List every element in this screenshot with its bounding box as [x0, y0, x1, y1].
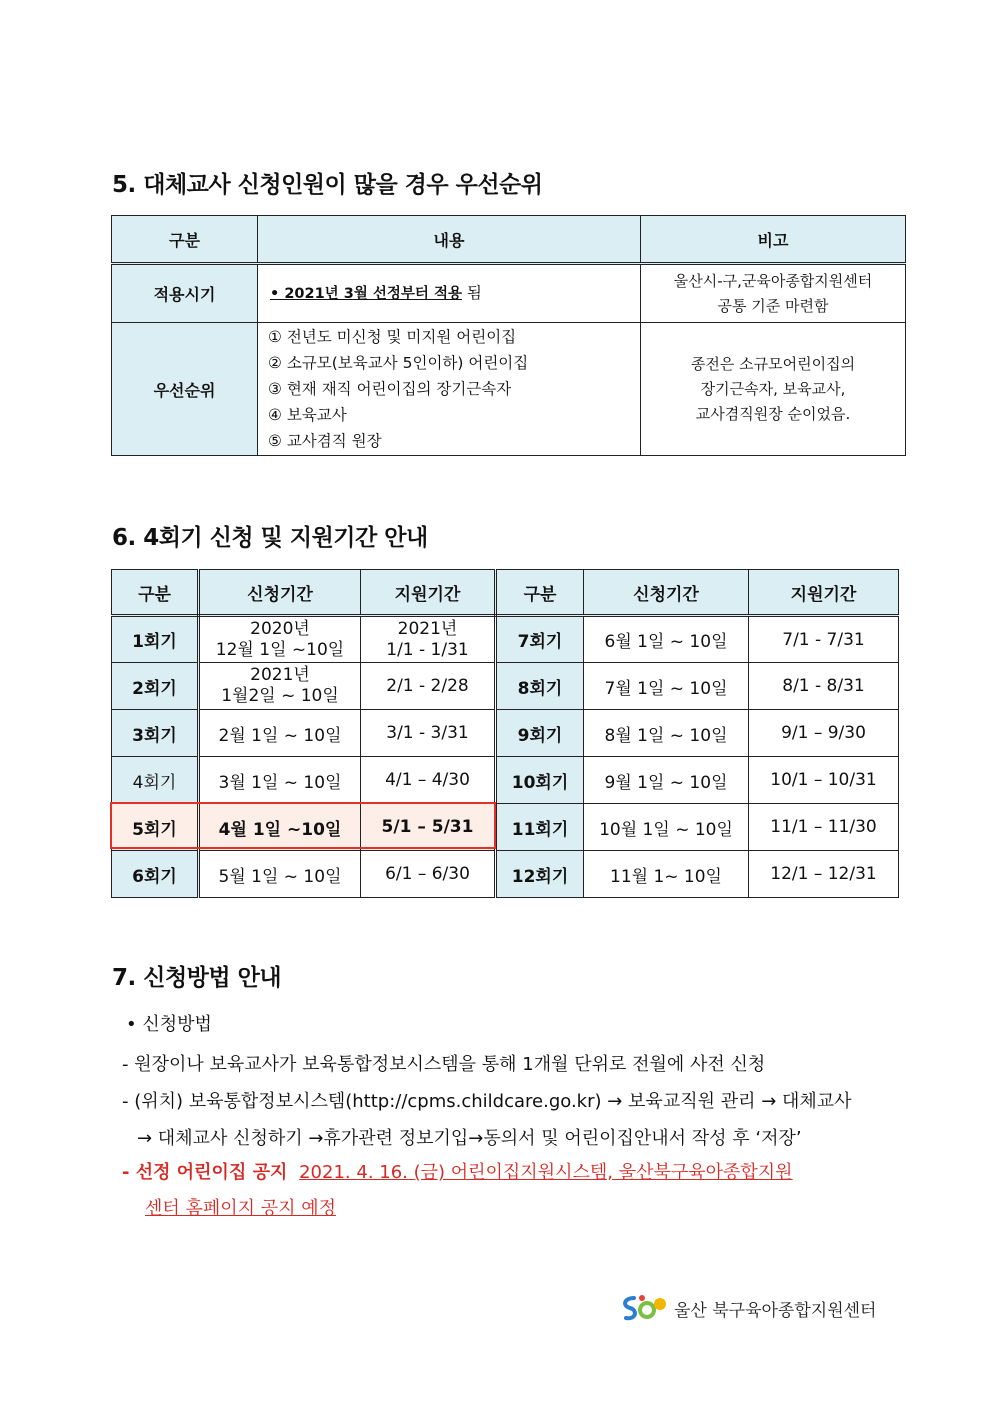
round-label: 1회기 [112, 616, 199, 663]
header-apply-period: 신청기간 [199, 570, 361, 616]
cell-line: 2021년 [397, 618, 458, 639]
round-label: 2회기 [112, 663, 199, 710]
method-line-3: → 대체교사 신청하기 →휴가관련 정보기입→동의서 및 어린이집안내서 작성 후 ‘저장’ [137, 1128, 802, 1149]
header-category: 구분 [112, 216, 258, 264]
list-item: ④ 보육교사 [268, 406, 347, 424]
support-period: 4/1 – 4/30 [361, 757, 496, 804]
notice-line [122, 1158, 793, 1184]
round-label: 7회기 [496, 616, 584, 663]
header-note: 비고 [641, 216, 906, 264]
round-label: 11회기 [496, 804, 584, 851]
method-line-2: - (위치) 보육통합정보시스템(http://cpms.childcare.go.kr) → 보육교직원 관리 → 대체교사 [122, 1091, 852, 1112]
cell-line: 2020년 [250, 618, 310, 639]
support-period: 12/1 – 12/31 [749, 851, 899, 898]
support-period: 8/1 - 8/31 [749, 663, 899, 710]
note-line: 공통 기준 마련함 [717, 296, 829, 315]
apply-period: 11월 1~ 10일 [584, 851, 749, 898]
list-item: ① 전년도 미신청 및 미지원 어린이집 [268, 328, 517, 346]
apply-period [199, 663, 361, 710]
header-round: 구분 [112, 570, 199, 616]
method-line-1: - 원장이나 보육교사가 보육통합정보시스템을 통해 1개월 단위로 전월에 사전 신청 [122, 1054, 766, 1075]
cell-line: 1/1 - 1/31 [386, 639, 469, 660]
apply-period-content [258, 264, 641, 323]
cell-line: 12월 1일 ~10일 [215, 639, 345, 660]
logo-text: 울산 북구육아종합지원센터 [674, 1300, 877, 1321]
table-row-highlighted [112, 804, 899, 851]
section7-heading: 7. 신청방법 안내 [112, 965, 282, 991]
table-row [112, 757, 899, 804]
header-support-period: 지원기간 [749, 570, 899, 616]
cell-line: 1월2일 ~ 10일 [221, 686, 339, 706]
note-line: 울산시-구,군육아종합지원센터 [673, 271, 873, 290]
support-period: 7/1 - 7/31 [749, 616, 899, 663]
schedule-table [111, 569, 899, 898]
priority-list [258, 323, 641, 456]
note-line: 교사겸직원장 순이었음. [695, 404, 851, 423]
apply-period: 10월 1일 ~ 10일 [584, 804, 749, 851]
row-label-priority: 우선순위 [112, 323, 258, 456]
round-label: 8회기 [496, 663, 584, 710]
notice-date: 2021. 4. 16. (금) 어린이집지원시스템, 울산북구육아종합지원 [299, 1162, 793, 1183]
list-item: ② 소규모(보육교사 5인이하) 어린이집 [268, 354, 529, 372]
priority-note [641, 323, 906, 456]
round-label: 12회기 [496, 851, 584, 898]
apply-period-tail: 됨 [461, 284, 482, 302]
apply-period: 5월 1일 ~ 10일 [199, 851, 361, 898]
note-line: 장기근속자, 보육교사, [700, 379, 846, 398]
row-label-apply-period: 적용시기 [112, 264, 258, 323]
support-period: 11/1 – 11/30 [749, 804, 899, 851]
apply-period [199, 616, 361, 663]
table-row [112, 616, 899, 663]
support-period [361, 616, 496, 663]
apply-period: 9월 1일 ~ 10일 [584, 757, 749, 804]
notice-line-2: 센터 홈페이지 공지 예정 [145, 1198, 337, 1219]
apply-period: 8월 1일 ~ 10일 [584, 710, 749, 757]
support-period: 10/1 – 10/31 [749, 757, 899, 804]
header-support-period: 지원기간 [361, 570, 496, 616]
table-row [112, 710, 899, 757]
round-label: 4회기 [112, 757, 199, 804]
table-row [112, 663, 899, 710]
round-label: 9회기 [496, 710, 584, 757]
apply-period: 4월 1일 ~10일 [199, 804, 361, 851]
apply-period: 6월 1일 ~ 10일 [584, 616, 749, 663]
list-item: ⑤ 교사겸직 원장 [268, 432, 382, 450]
notice-label: - 선정 어린이집 공지 [122, 1162, 288, 1183]
header-apply-period: 신청기간 [584, 570, 749, 616]
header-content: 내용 [258, 216, 641, 264]
round-label: 6회기 [112, 851, 199, 898]
apply-period: 2월 1일 ~ 10일 [199, 710, 361, 757]
method-bullet: • 신청방법 [126, 1014, 212, 1035]
support-period: 9/1 – 9/30 [749, 710, 899, 757]
apply-period: 7월 1일 ~ 10일 [584, 663, 749, 710]
apply-period-note [641, 264, 906, 323]
section5-heading: 5. 대체교사 신청인원이 많을 경우 우선순위 [112, 172, 543, 198]
support-period: 3/1 - 3/31 [361, 710, 496, 757]
center-logo [620, 1292, 876, 1324]
header-round: 구분 [496, 570, 584, 616]
list-item: ③ 현재 재직 어린이집의 장기근속자 [268, 380, 512, 398]
support-period: 2/1 - 2/28 [361, 663, 496, 710]
apply-period-main: • 2021년 3월 선정부터 적용 [270, 286, 462, 302]
round-label: 10회기 [496, 757, 584, 804]
table-row [112, 851, 899, 898]
priority-table [111, 215, 906, 456]
note-line: 종전은 소규모어린이집의 [690, 354, 856, 373]
support-period: 5/1 – 5/31 [361, 804, 496, 851]
support-period: 6/1 – 6/30 [361, 851, 496, 898]
round-label: 5회기 [112, 804, 199, 851]
section6-heading: 6. 4회기 신청 및 지원기간 안내 [112, 525, 428, 551]
logo-icon [620, 1292, 668, 1324]
apply-period: 3월 1일 ~ 10일 [199, 757, 361, 804]
cell-line: 2021년 [250, 665, 310, 685]
round-label: 3회기 [112, 710, 199, 757]
